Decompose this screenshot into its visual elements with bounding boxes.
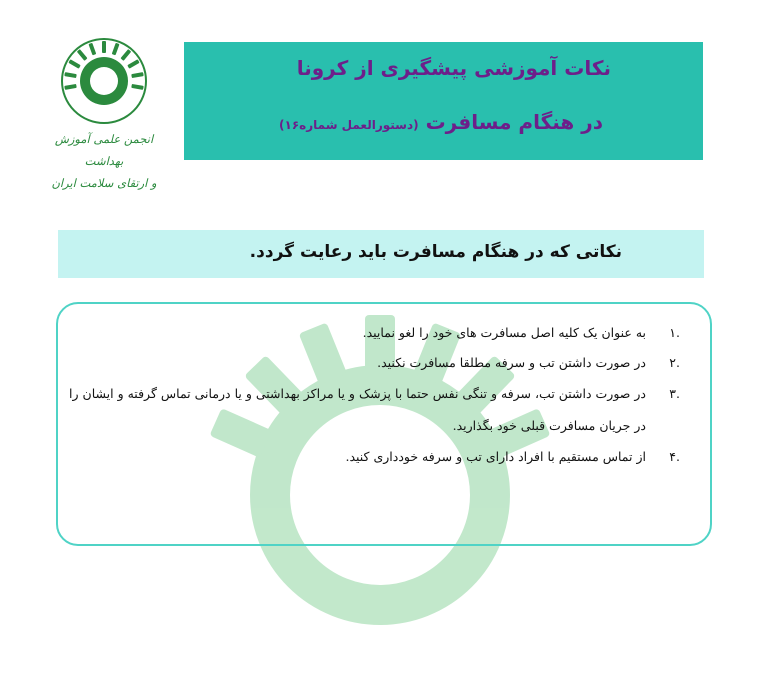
header-title-text: در هنگام مسافرت	[425, 110, 603, 134]
list-item	[60, 378, 690, 442]
item-number: .۴	[669, 449, 680, 464]
header-title-line2	[279, 110, 603, 134]
item-text: از تماس مستقیم با افراد دارای تب و سرفه خودداری کنید.	[345, 449, 646, 464]
item-text: در صورت داشتن تب و سرفه مطلقا مسافرت نکنید.	[377, 355, 646, 370]
item-text: به عنوان یک کلیه اصل مسافرت های خود را لغو نمایید.	[362, 325, 646, 340]
association-logo	[34, 36, 174, 190]
section-banner	[58, 230, 704, 278]
item-text: در صورت داشتن تب، سرفه و تنگی نفس حتما با پزشک و یا مراکز بهداشتی و یا درمانی تماس گرفته و ایشان را در جریان مسافرت قبلی خود بگذارید.	[69, 386, 646, 433]
section-title: نکاتی که در هنگام مسافرت باید رعایت گردد.	[249, 242, 622, 262]
logo-line2: و ارتقای سلامت ایران	[51, 176, 157, 190]
header-title-line1: نکات آموزشی پیشگیری از کرونا	[296, 56, 611, 80]
logo-text	[34, 128, 174, 194]
logo-emblem-icon	[59, 36, 149, 126]
list-item	[60, 348, 690, 378]
header-subtitle: (دستورالعمل شماره۱۶)	[279, 118, 419, 132]
item-number: .۳	[669, 386, 680, 401]
item-number: .۱	[669, 325, 680, 340]
logo-line1: انجمن علمی آموزش بهداشت	[54, 132, 154, 168]
instructions-list	[60, 318, 690, 472]
list-item	[60, 442, 690, 472]
list-item	[60, 318, 690, 348]
header-banner	[184, 42, 703, 160]
item-number: .۲	[669, 355, 680, 370]
